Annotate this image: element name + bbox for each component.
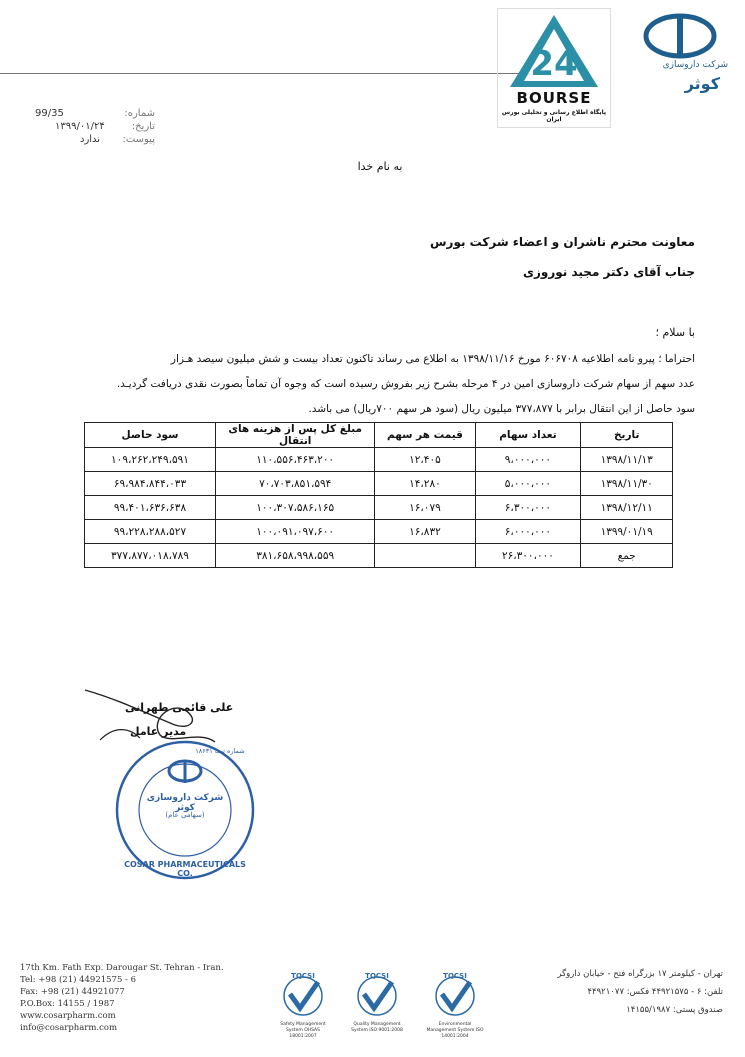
total-profit: ۳۷۷،۸۷۷،۰۱۸،۷۸۹ [85,544,216,568]
cert-label: Safety Management System OHSAS 18001:2007 [280,1022,326,1039]
total-count: ۲۶،۳۰۰،۰۰۰ [475,544,581,568]
footer-line: تهران - کیلومتر ۱۷ بزرگراه فتح - خیابان داروگر [557,969,723,979]
share-sales-table [84,422,673,568]
total-price [375,544,475,568]
company-stamp [110,735,260,885]
cert-iso9001 [346,972,408,1042]
col-date: تاریخ [581,423,673,448]
cert-label: Environmental Management System ISO 14001:2004 [426,1022,484,1039]
cell-amount: ۱۱۰،۵۵۶،۴۶۳،۲۰۰ [215,448,374,472]
attachment-value: ندارد [80,134,101,145]
footer-line: Fax: +98 (21) 44921077 [20,987,125,997]
stamp-registration: شماره ثبت ۱۸۶۳۱ [195,747,245,755]
footer-line: P.O.Box: 14155 / 1987 [20,999,115,1009]
basmala: به نام خدا [357,160,403,173]
cell-profit: ۹۹،۲۲۸،۲۸۸،۵۲۷ [85,520,216,544]
cell-profit: ۱۰۹،۲۶۲،۲۴۹،۵۹۱ [85,448,216,472]
cell-count: ۹،۰۰۰،۰۰۰ [475,448,581,472]
cert-iso14001 [424,972,486,1042]
table-header-row [85,423,673,448]
cell-price: ۱۴،۲۸۰ [375,472,475,496]
cell-date: ۱۳۹۹/۰۱/۱۹ [581,520,673,544]
cell-count: ۵،۰۰۰،۰۰۰ [475,472,581,496]
footer-english-address [20,962,224,1034]
attachment-label: پیوست: [122,134,155,145]
col-share-count: تعداد سهام [475,423,581,448]
cosar-logo [630,12,730,102]
table-row [85,472,673,496]
cell-date: ۱۳۹۸/۱۲/۱۱ [581,496,673,520]
cosar-logo-line2: کوثر [684,74,720,93]
recipient-name: جناب آقای دکتر مجید نوروزی [522,265,695,279]
col-profit: سود حاصل [85,423,216,448]
body-line: سود حاصل از این انتقال برابر با ۳۷۷،۸۷۷ میلیون ریال (سود هر سهم ۷۰۰ریال) می باشد. [308,403,695,415]
cell-price: ۱۶،۰۷۹ [375,496,475,520]
header-rule [0,73,548,74]
number-value: 99/35 [35,108,64,119]
cell-date: ۱۳۹۸/۱۱/۳۰ [581,472,673,496]
cell-profit: ۹۹،۴۰۱،۶۳۶،۶۳۸ [85,496,216,520]
table-row [85,520,673,544]
number-label: شماره: [124,108,155,119]
cosar-logo-line1: شرکت داروسازی [662,60,728,70]
bourse-brand: BOURSE [516,89,592,107]
svg-text:24: 24 [530,44,578,84]
cell-date: ۱۳۹۸/۱۱/۱۳ [581,448,673,472]
stamp-english: COSAR PHARMACEUTICALS CO. [124,860,246,878]
footer-line: Tel: +98 (21) 44921575 - 6 [20,975,137,985]
cert-brand: TQCSI [443,972,467,980]
cert-ohsas [272,972,334,1042]
letter-meta [35,108,155,147]
bourse-logo [497,8,611,128]
cell-amount: ۱۰۰،۰۹۱،۰۹۷،۶۰۰ [215,520,374,544]
total-label: جمع [581,544,673,568]
cell-amount: ۱۰۰،۳۰۷،۵۸۶،۱۶۵ [215,496,374,520]
signatory-title: مدیر عامل [130,725,187,738]
body-line: عدد سهم از سهام شرکت داروسازی امین در ۴ مرحله بشرح زیر بفروش رسیده است که وجوه آن تماماً بصورت نقدی دریافت گردیـد. [116,378,695,390]
total-amount: ۳۸۱،۶۵۸،۹۹۸،۵۵۹ [215,544,374,568]
cert-label: Quality Management System ISO 9001:2008 [351,1022,403,1033]
cell-price: ۱۶،۸۳۲ [375,520,475,544]
footer-line: www.cosarpharm.com [20,1011,116,1021]
letter-body [55,347,695,422]
bourse-caption: پایگاه اطلاع رسانی و تحلیلی بورس ایران [501,109,607,123]
cert-brand: TQCSI [291,972,315,980]
stamp-persian-sub: (سهامی عام) [165,811,205,819]
footer-line: صندوق پستی: ۱۴۱۵۵/۱۹۸۷ [626,1005,723,1015]
footer-line: 17th Km. Fath Exp. Darougar St. Tehran - Iran. [20,963,224,973]
signatory-name: علی قائمی طهرانی [125,701,234,714]
recipient-title: معاونت محترم ناشران و اعضاء شرکت بورس [430,235,695,249]
table-row [85,496,673,520]
cell-count: ۶،۳۰۰،۰۰۰ [475,496,581,520]
cert-brand: TQCSI [365,972,389,980]
cell-profit: ۶۹،۹۸۴،۸۴۴،۰۳۳ [85,472,216,496]
body-line: احتراما ؛ پیرو نامه اطلاعیه ۶۰۶۷۰۸ مورخ ۱۳۹۸/۱۱/۱۶ به اطلاع می رساند تاکنون تعداد بیست و شش میلیون سیصد هـزار [170,353,695,365]
greeting: با سلام ؛ [655,326,695,339]
table-total-row [85,544,673,568]
table-row [85,448,673,472]
col-total-amount: مبلغ کل پس از هزینه های انتقال [215,423,374,448]
date-label: تاریخ: [131,121,155,132]
cell-price: ۱۲،۴۰۵ [375,448,475,472]
cell-count: ۶،۰۰۰،۰۰۰ [475,520,581,544]
footer-persian-address [557,965,723,1019]
stamp-persian: شرکت داروسازی کوثر [146,793,224,813]
col-price: قیمت هر سهم [375,423,475,448]
date-value: ۱۳۹۹/۰۱/۲۴ [55,121,105,132]
cell-amount: ۷۰،۷۰۳،۸۵۱،۵۹۴ [215,472,374,496]
footer-line: تلفن: ۶ - ۴۴۹۲۱۵۷۵ فکس: ۴۴۹۲۱۰۷۷ [587,987,723,997]
footer-line: info@cosarpharm.com [20,1023,118,1033]
